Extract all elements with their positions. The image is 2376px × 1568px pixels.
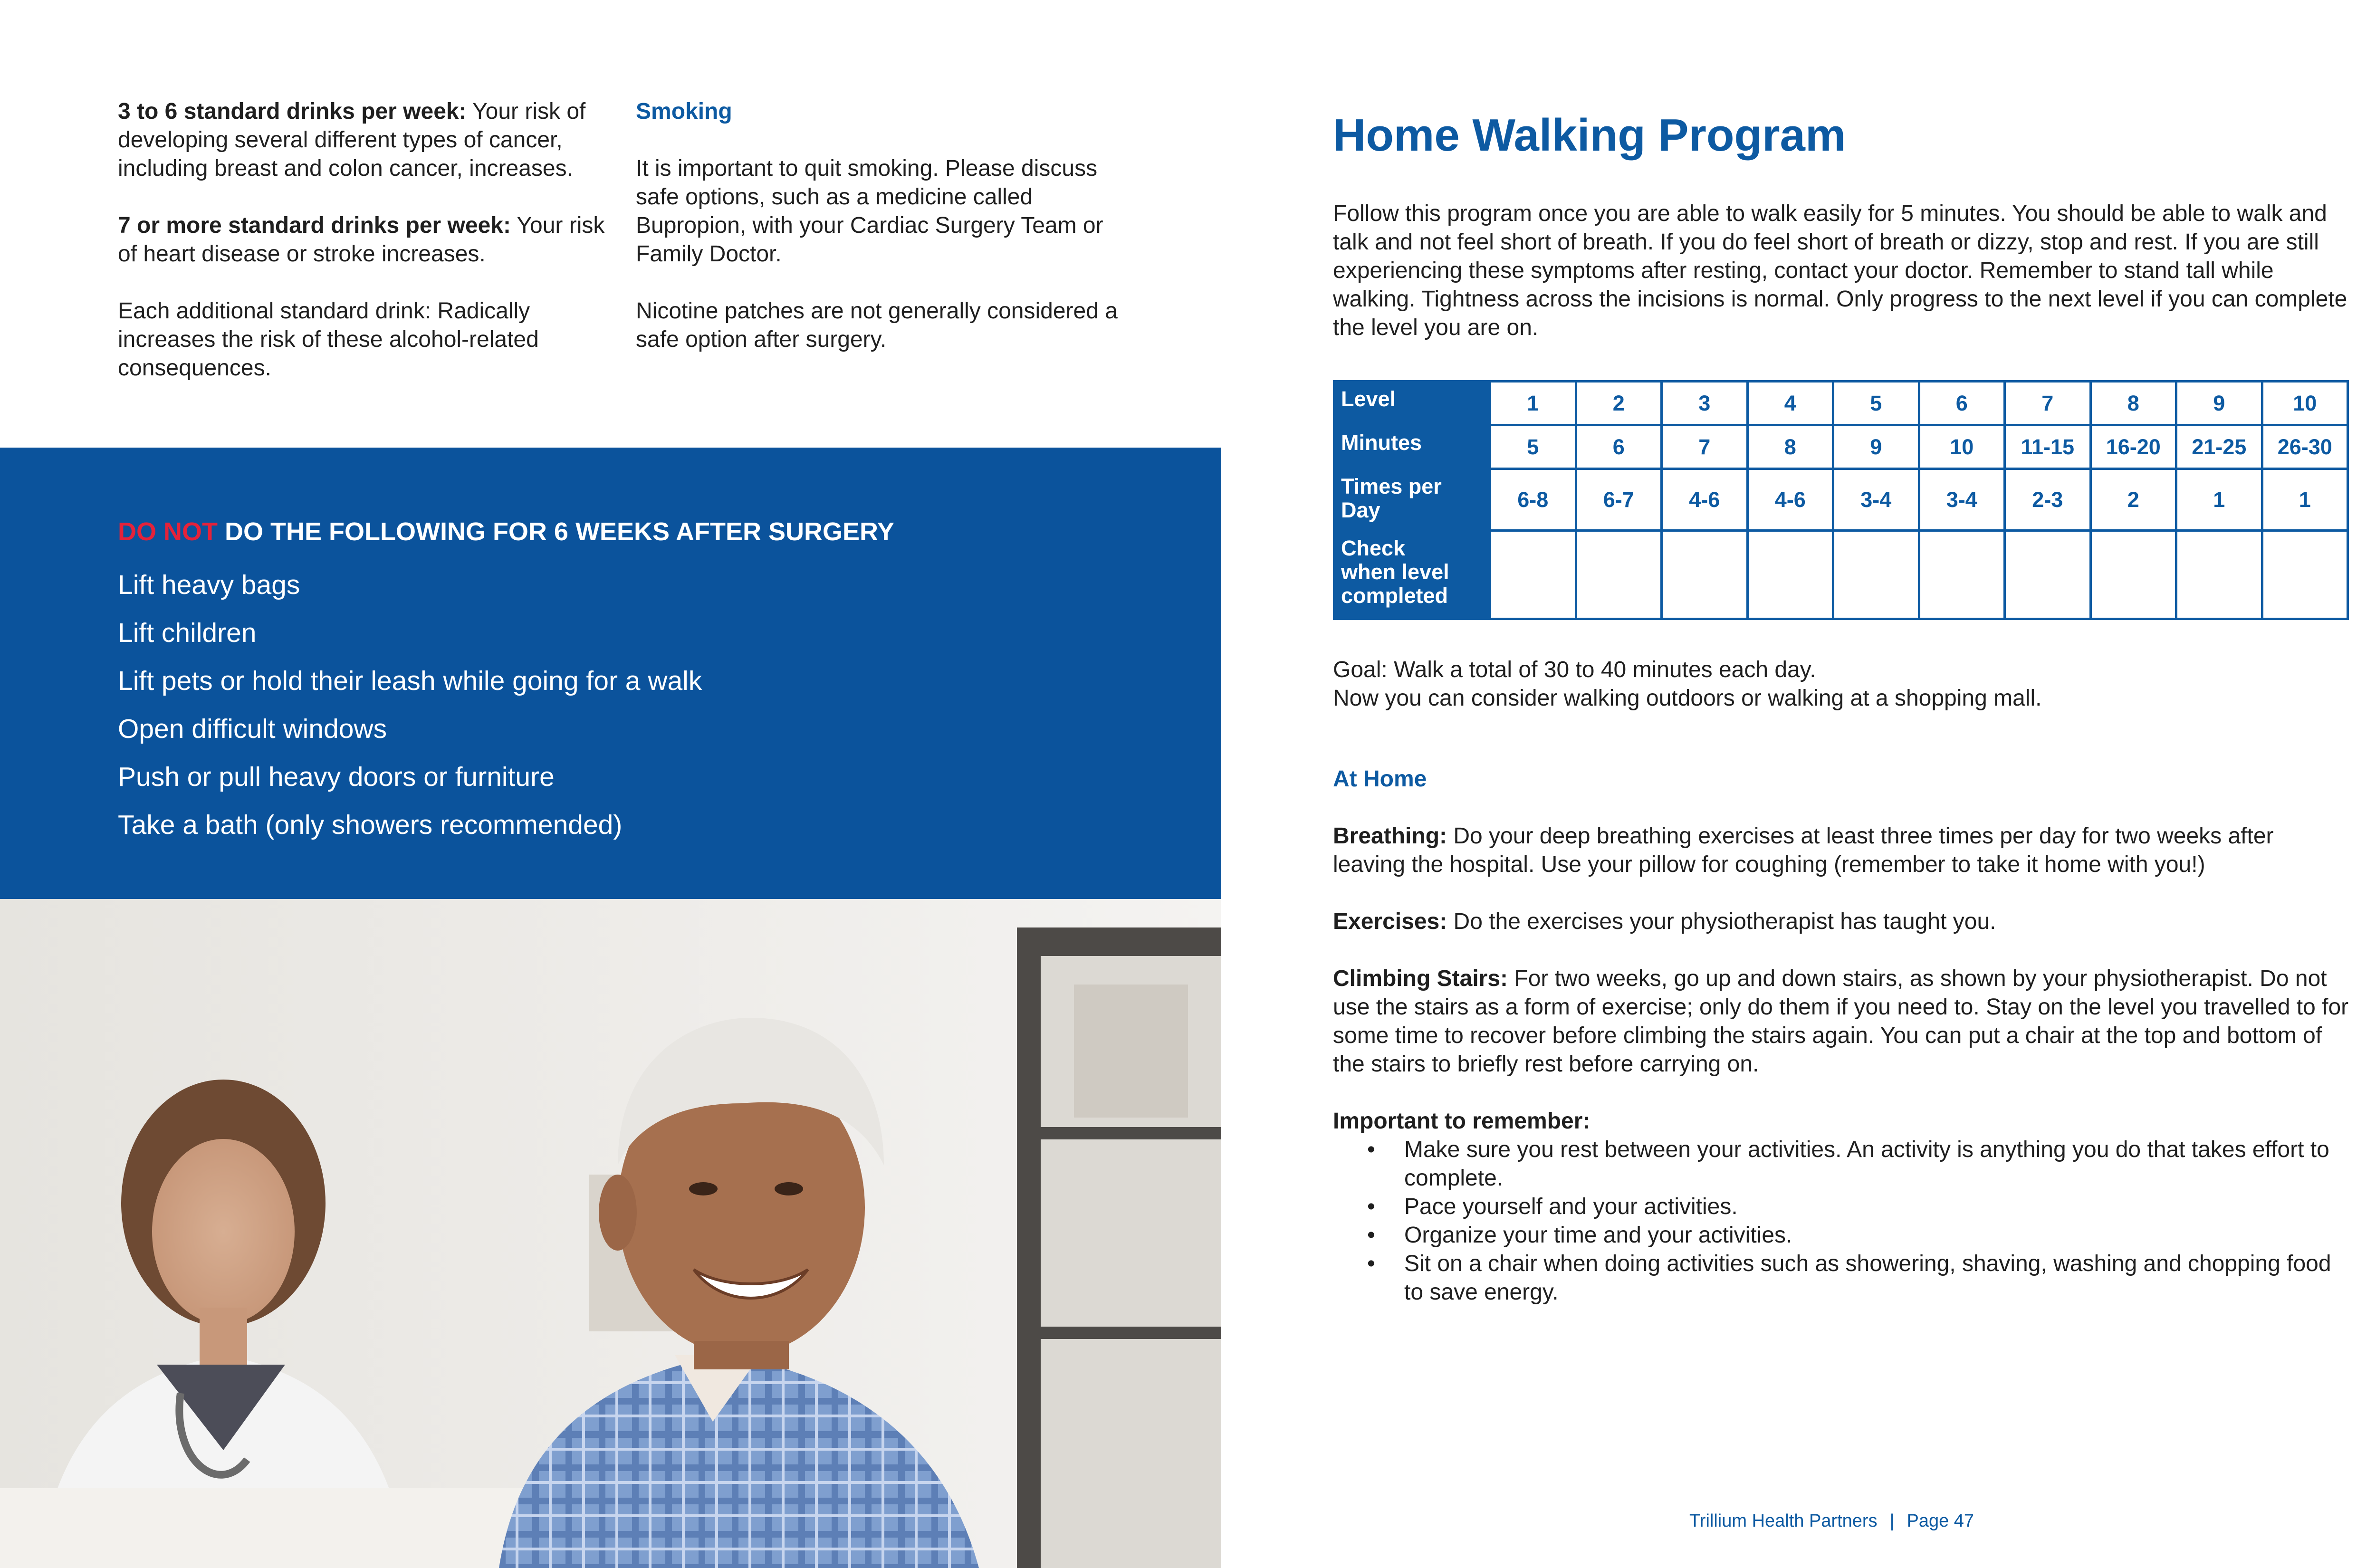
stairs-text: For two weeks, go up and down stairs, as shown by your physiotherapist. Do not use the stairs as a form of exercise; only do them if you need to. Stay on the level you travelled to for some time to recover before climbing the stairs again. You can put a chair at the top and bottom of the stairs to briefly rest before carrying on. — [1333, 966, 2349, 1077]
alcohol-7-plus-label: 7 or more standard drinks per week: — [118, 213, 511, 238]
alcohol-7-plus-text: Your risk of heart disease or stroke increases. — [118, 213, 605, 267]
level-cell: 7 — [2005, 382, 2091, 425]
table-row-level — [1334, 382, 2348, 425]
remember-list — [1333, 1136, 2350, 1307]
level-checkbox-cell[interactable] — [2090, 531, 2176, 619]
smoking-heading: Smoking — [636, 99, 732, 124]
remember-heading-text: Important to remember: — [1333, 1109, 1590, 1134]
page-title: Home Walking Program — [1333, 110, 1846, 161]
alcohol-3-to-6-text: Your risk of developing several different types of cancer, including breast and colon cancer, increases. — [118, 99, 586, 181]
times-cell: 3-4 — [1833, 469, 1919, 531]
times-cell: 4-6 — [1662, 469, 1748, 531]
level-checkbox-cell[interactable] — [1833, 531, 1919, 619]
restrictions-banner — [0, 448, 1221, 899]
level-checkbox-cell[interactable] — [1747, 531, 1833, 619]
minutes-cell: 9 — [1833, 425, 1919, 469]
times-cell: 3-4 — [1919, 469, 2005, 531]
goal-line-1: Goal: Walk a total of 30 to 40 minutes each day. — [1333, 657, 1816, 682]
at-home-section — [1333, 765, 2350, 1307]
smoking-column — [636, 97, 1140, 382]
level-cell: 8 — [2090, 382, 2176, 425]
minutes-cell: 5 — [1490, 425, 1576, 469]
exercises-paragraph — [1333, 908, 2350, 936]
breathing-paragraph — [1333, 822, 2350, 879]
restrictions-title-rest: DO THE FOLLOWING FOR 6 WEEKS AFTER SURGERY — [218, 517, 895, 546]
stairs-label: Climbing Stairs: — [1333, 966, 1508, 991]
row-label-times-line1: Times per — [1341, 474, 1442, 498]
row-label-times-line2: Day — [1341, 498, 1380, 522]
minutes-cell: 11-15 — [2005, 425, 2091, 469]
page-footer — [1689, 1511, 1974, 1531]
remember-heading — [1333, 1107, 2350, 1136]
alcohol-3-to-6-label: 3 to 6 standard drinks per week: — [118, 99, 467, 124]
row-label-level: Level — [1334, 382, 1490, 425]
level-cell: 3 — [1662, 382, 1748, 425]
goal-line-2: Now you can consider walking outdoors or walking at a shopping mall. — [1333, 686, 2042, 711]
alcohol-paragraph-3-to-6 — [118, 97, 614, 183]
breathing-label: Breathing: — [1333, 823, 1447, 849]
do-not-label: DO NOT — [118, 517, 218, 546]
alcohol-paragraph-7-plus — [118, 211, 614, 268]
restriction-item: Open difficult windows — [118, 714, 387, 744]
footer-separator: | — [1889, 1511, 1895, 1531]
minutes-cell: 8 — [1747, 425, 1833, 469]
doctor-and-senior-patient-photo — [0, 899, 1221, 1568]
minutes-cell: 10 — [1919, 425, 2005, 469]
times-cell: 4-6 — [1747, 469, 1833, 531]
minutes-cell: 21-25 — [2176, 425, 2262, 469]
list-item: • Make sure you rest between your activities. An activity is anything you do that takes effort to complete. — [1404, 1136, 2350, 1193]
minutes-cell: 7 — [1662, 425, 1748, 469]
level-checkbox-cell[interactable] — [1919, 531, 2005, 619]
level-cell: 1 — [1490, 382, 1576, 425]
walking-program-section — [1333, 0, 2350, 380]
minutes-cell: 6 — [1576, 425, 1662, 469]
table-row-check — [1334, 531, 2348, 619]
list-item: • Pace yourself and your activities. — [1404, 1193, 2350, 1221]
level-cell: 9 — [2176, 382, 2262, 425]
table-row-minutes — [1334, 425, 2348, 469]
restriction-item: Take a bath (only showers recommended) — [118, 810, 623, 840]
restrictions-title — [118, 516, 1187, 547]
alcohol-paragraph-additional: Each additional standard drink: Radically increases the risk of these alcohol-related consequences. — [118, 298, 539, 381]
level-checkbox-cell[interactable] — [1662, 531, 1748, 619]
row-label-minutes: Minutes — [1334, 425, 1490, 469]
restriction-item: Lift children — [118, 618, 257, 648]
times-cell: 6-8 — [1490, 469, 1576, 531]
level-checkbox-cell[interactable] — [2176, 531, 2262, 619]
photo-illustration — [0, 899, 1221, 1568]
list-item: • Sit on a chair when doing activities such as showering, shaving, washing and chopping food to save energy. — [1404, 1250, 2350, 1307]
times-cell: 6-7 — [1576, 469, 1662, 531]
footer-page-number: Page 47 — [1907, 1511, 1974, 1531]
walking-levels-table — [1333, 380, 2349, 620]
stairs-paragraph — [1333, 965, 2350, 1079]
row-label-check-line1: Check — [1341, 536, 1406, 560]
smoking-paragraph-1: It is important to quit smoking. Please discuss safe options, such as a medicine called Bupropion, with your Cardiac Surgery Team or Family Doctor. — [636, 156, 1103, 267]
row-label-check-line2: when level — [1341, 560, 1449, 584]
times-cell: 2-3 — [2005, 469, 2091, 531]
footer-org: Trillium Health Partners — [1689, 1511, 1878, 1531]
minutes-cell: 26-30 — [2262, 425, 2348, 469]
level-cell: 6 — [1919, 382, 2005, 425]
level-checkbox-cell[interactable] — [2262, 531, 2348, 619]
row-label-check-line3: completed — [1341, 583, 1448, 608]
times-cell: 2 — [2090, 469, 2176, 531]
list-item: • Organize your time and your activities. — [1404, 1221, 2350, 1250]
level-cell: 4 — [1747, 382, 1833, 425]
level-checkbox-cell[interactable] — [1576, 531, 1662, 619]
walking-program-intro: Follow this program once you are able to walk easily for 5 minutes. You should be able to walk and talk and not feel short of breath. If you do feel short of breath or dizzy, stop and rest. If you are still experiencing these symptoms after resting, contact your doctor. Remember to stand tall while walking. Tightness across the incisions is normal. Only progress to the next level if you can complete the level you are on. — [1333, 201, 2347, 340]
level-cell: 5 — [1833, 382, 1919, 425]
smoking-paragraph-2: Nicotine patches are not generally considered a safe option after surgery. — [636, 298, 1118, 352]
row-label-times-per-day — [1334, 469, 1490, 531]
restriction-item: Lift pets or hold their leash while going for a walk — [118, 666, 702, 696]
level-checkbox-cell[interactable] — [1490, 531, 1576, 619]
table-row-times-per-day — [1334, 469, 2348, 531]
exercises-label: Exercises: — [1333, 909, 1447, 934]
exercises-text: Do the exercises your physiotherapist has taught you. — [1447, 909, 1996, 934]
breathing-text: Do your deep breathing exercises at least three times per day for two weeks after leaving the hospital. Use your pillow for coughing (remember to take it home with you!) — [1333, 823, 2274, 877]
level-cell: 2 — [1576, 382, 1662, 425]
row-label-check — [1334, 531, 1490, 619]
level-cell: 10 — [2262, 382, 2348, 425]
restriction-item: Lift heavy bags — [118, 570, 300, 600]
alcohol-risk-column — [118, 97, 614, 411]
minutes-cell: 16-20 — [2090, 425, 2176, 469]
at-home-heading: At Home — [1333, 766, 1427, 792]
times-cell: 1 — [2262, 469, 2348, 531]
level-checkbox-cell[interactable] — [2005, 531, 2091, 619]
walking-goal — [1333, 656, 2350, 713]
restriction-item: Push or pull heavy doors or furniture — [118, 762, 555, 792]
times-cell: 1 — [2176, 469, 2262, 531]
